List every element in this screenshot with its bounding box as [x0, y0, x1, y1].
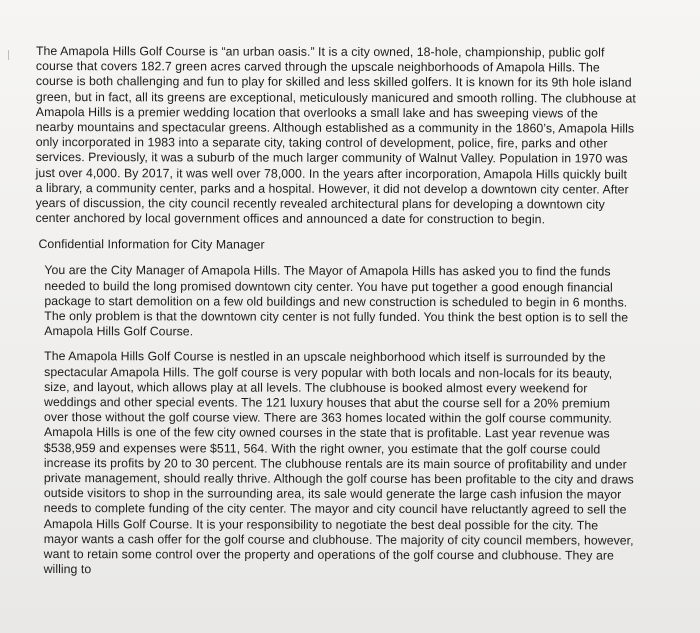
- intro-paragraph: The Amapola Hills Golf Course is “an urban oasis.” It is a city owned, 18-hole, championship, public golf course that covers 182.7 green acres carved through the upscale neighborhoods of Amapola Hills. The course is both challenging and fun to play for skilled and less skilled golfers. It is known for its 9th hole island green, but in fact, all its greens are exceptional, meticulously manicured and smooth rolling. The clubhouse at Amapola Hills is a premier wedding location that overlooks a small lake and has sweeping views of the nearby mountains and spectacular greens. Although established as a community in the 1860’s, Amapola Hills only incorporated in 1983 into a separate city, taking control of development, police, fire, parks and other services. Previously, it was a suburb of the much larger community of Walnut Valley. Population in 1970 was just over 4,000. By 2017, it was well over 78,000. In the years after incorporation, Amapola Hills quickly built a library, a community center, parks and a hospital. However, it did not develop a downtown city center. After years of discussion, the city council recently revealed architectural plans for developing a downtown city center anchored by local government offices and announced a date for construction to begin.: [35, 44, 636, 227]
- document-body: [35, 44, 636, 579]
- section-heading: Confidential Information for City Manager: [38, 237, 265, 253]
- golf-course-paragraph: The Amapola Hills Golf Course is nestled in an upscale neighborhood which itself is surrounded by the spectacular Amapola Hills. The golf course is very popular with both locals and non-locals for its beauty, size, and layout, which allows play at all levels. The clubhouse is booked almost every weekend for weddings and other special events. The 121 luxury houses that abut the course sell for a 20% premium over those without the golf course view. There are 363 homes located within the golf course community. Amapola Hills is one of the few city owned courses in the state that is profitable. Last year revenue was $538,959 and expenses were $511, 564. With the right owner, you estimate that the golf course could increase its profits by 20 to 30 percent. The clubhouse rentals are its main source of profitability and under private management, should really thrive. Although the golf course has been profitable to the city and draws outside visitors to shop in the surrounding area, its sale would generate the large cash infusion the mayor needs to complete funding of the city center. The mayor and city council have reluctantly agreed to sell the Amapola Hills Golf Course. It is your responsibility to negotiate the best deal possible for the city. The mayor wants a cash offer for the golf course and clubhouse. The majority of city council members, however, want to retain some control over the property and operations of the golf course and clubhouse. They are willing to: [43, 349, 634, 577]
- page-edge-mark: [8, 50, 9, 60]
- manager-paragraph: You are the City Manager of Amapola Hills. The Mayor of Amapola Hills has asked you to find the funds needed to build the long promised downtown city center. You have put together a good enough financial package to start demolition on a few old buildings and new construction is scheduled to begin in 6 months. The only problem is that the downtown city center is not fully funded. You think the best option is to sell the Amapola Hills Golf Course.: [44, 263, 629, 339]
